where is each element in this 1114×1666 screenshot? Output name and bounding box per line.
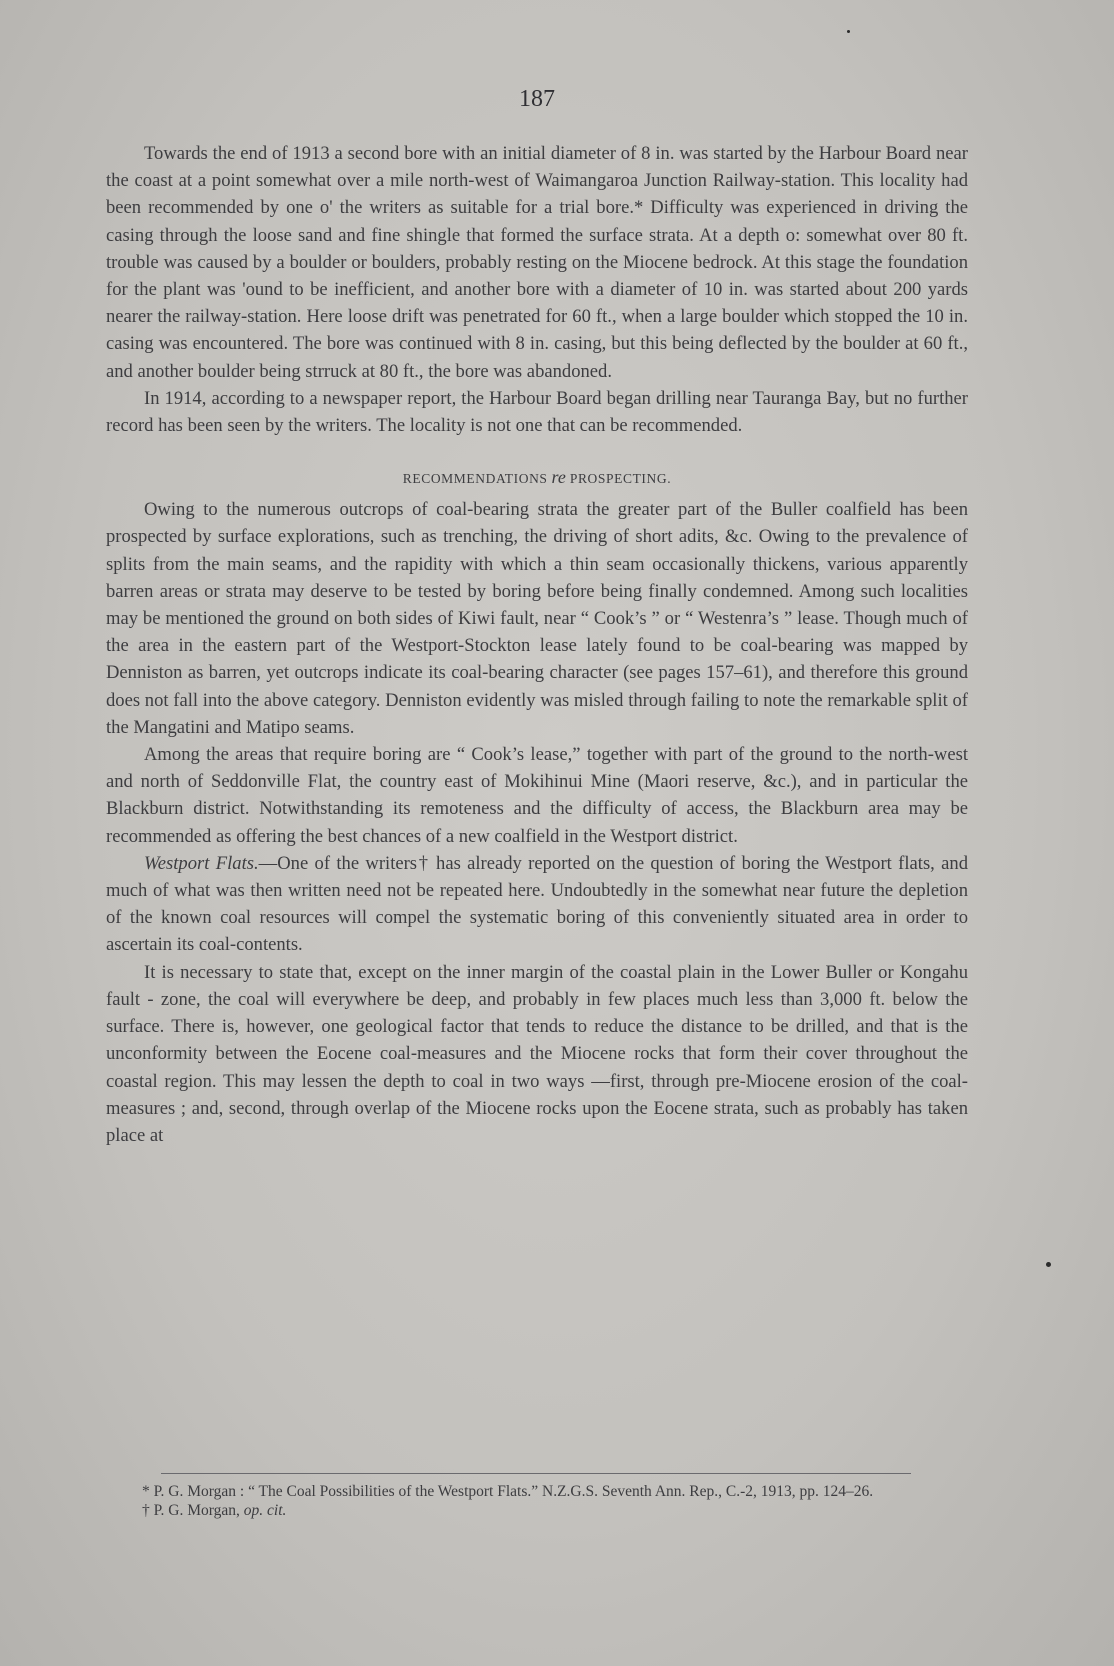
ink-speck (1046, 1262, 1051, 1267)
section-heading-lead: RECOMMENDATIONS (402, 471, 548, 487)
page-number: 187 (519, 86, 555, 112)
footnote-dagger-author: † P. G. Morgan, (142, 1502, 244, 1519)
footnote-divider (161, 1473, 911, 1474)
section-heading (106, 466, 968, 490)
paragraph-outcrops: Owing to the numerous outcrops of coal-bearing strata the greater part of the Buller coalfield has been prospected by surface explorations, such as trenching, the driving of short adits, &c. Owing to the prevalence of splits from the main seams, and the rapidity with which a thin seam occasionally thickens, various apparently barren areas or strata may deserve to be tested by boring before being finally condemned. Among such localities may be mentioned the ground on both sides of Kiwi fault, near “ Cook’s ” or “ Westenra’s ” lease. Though much of the area in the eastern part of the Westport-Stockton lease lately found to be coal-bearing was mapped by Denniston as barren, yet outcrops indicate its coal-bearing character (see pages 157–61), and therefore this ground does not fall into the above category. Denniston evidently was misled through failing to note the remarkable split of the Mangatini and Matipo seams. (106, 499, 968, 738)
footnote-dagger-cite: op. cit. (243, 1502, 287, 1519)
paragraph-coastal-depth: It is necessary to state that, except on the inner margin of the coastal plain in the Lower Buller or Kongahu fault - zone, the coal will everywhere be deep, and probably in few places much less than 3,000 ft. below the surface. There is, however, one geological factor that tends to reduce the distance to be drilled, and that is the unconformity between the Eocene coal-measures and the Miocene rocks that form their cover throughout the coastal region. This may lessen the depth to coal in two ways —first, through pre-Miocene erosion of the coal-measures ; and, second, through overlap of the Miocene rocks upon the Eocene strata, such as probably has taken place at (106, 961, 968, 1146)
main-text (106, 140, 968, 1149)
paragraph-tauranga-bay: In 1914, according to a newspaper report, the Harbour Board began drilling near Tauranga Bay, but no further record has been seen by the writers. The locality is not one that can be recommended. (106, 387, 968, 437)
westport-flats-run-in: Westport Flats. (144, 852, 259, 874)
footnotes (106, 1482, 968, 1520)
paragraph-westport-flats (106, 850, 968, 959)
ink-speck (847, 30, 850, 33)
footnote-asterisk: * P. G. Morgan : “ The Coal Possibilities of the Westport Flats.” N.Z.G.S. Seventh Ann. Rep., C.-2, 1913, pp. 124–26. (142, 1483, 874, 1500)
westport-flats-text: —One of the writers† has already reported on the question of boring the Westport flats, and much of what was then written need not be repeated here. Undoubtedly in the somewhat near future the depletion of the known coal resources will compel the systematic boring of this conveniently situated area in order to ascertain its coal-contents. (106, 852, 969, 956)
section-heading-re: re (551, 467, 566, 488)
footnote-dagger (106, 1501, 968, 1520)
section-heading-tail: PROSPECTING. (569, 471, 672, 487)
paragraph-second-bore: Towards the end of 1913 a second bore with an initial diameter of 8 in. was started by the Harbour Board near the coast at a point somewhat over a mile north-west of Waimangaroa Junction Railway-station. This locality had been recommended by one o' the writers as suitable for a trial bore.* Difficulty was experienced in driving the casing through the loose sand and fine shingle that formed the surface strata. At a depth o: somewhat over 80 ft. trouble was caused by a boulder or boulders, probably resting on the Miocene bedrock. At this stage the foundation for the plant was 'ound to be inefficient, and another bore with a diameter of 10 in. was started about 200 yards nearer the railway-station. Here loose drift was penetrated for 60 ft., when a large boulder which stopped the 10 in. casing was encountered. The bore was continued with 8 in. casing, but this being deflected by the boulder at 60 ft., and another boulder being strruck at 80 ft., the bore was abandoned. (106, 143, 968, 382)
paragraph-boring-areas: Among the areas that require boring are “ Cook’s lease,” together with part of the ground to the north-west and north of Seddonville Flat, the country east of Mokihinui Mine (Maori reserve, &c.), and in particular the Blackburn district. Notwithstanding its remoteness and the difficulty of access, the Blackburn area may be recommended as offering the best chances of a new coalfield in the Westport district. (106, 744, 968, 847)
